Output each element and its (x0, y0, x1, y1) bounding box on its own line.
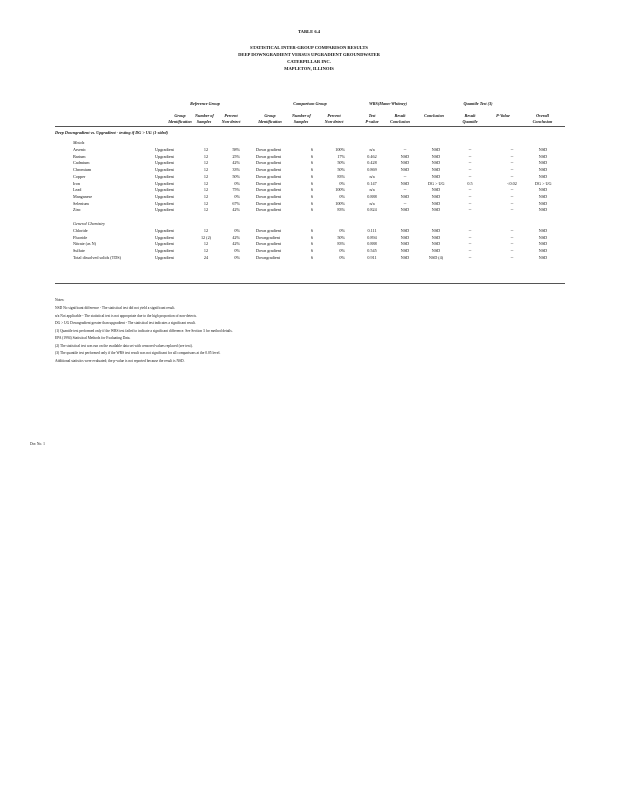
table-cell: -- (468, 153, 472, 159)
table-cell: 33% (232, 167, 240, 173)
table-cell: Upgradient (155, 248, 174, 254)
table-cell: NSD (431, 234, 441, 240)
column-header-wrs-res: Conclusion (390, 119, 410, 124)
table-cell: 6 (310, 173, 314, 179)
table-cell: DG > UG (535, 180, 552, 186)
table-cell: -- (468, 254, 472, 260)
column-header-wrs-conc: Conclusion (424, 113, 444, 118)
table-cell: NSD (538, 254, 548, 260)
table-cell: -- (510, 234, 514, 240)
table-cell: 0.147 (367, 180, 377, 186)
table-cell: Down gradient (256, 153, 282, 159)
note-line: DG > UG Downgradient greater than upgradient - The statistical test indicates a significant result. (55, 321, 196, 325)
note-line: n/a Not applicable - The statistical test is not appropriate due to the high proportion of non-detects. (55, 313, 197, 318)
table-cell: NSD (538, 153, 548, 159)
table-cell: -- (403, 147, 407, 152)
table-cell: 83% (337, 173, 345, 179)
table-cell: -- (468, 160, 472, 166)
table-cell: 0.545 (367, 248, 377, 254)
table-cell: 100% (335, 147, 345, 152)
table-cell: -- (468, 200, 472, 206)
table-cell: NSD (538, 193, 548, 199)
column-header-comp-nd: Non-detect (324, 119, 344, 124)
table-cell: Down gradient (256, 160, 282, 166)
table-cell: 12 (2) (200, 234, 212, 240)
row-parameter: Nitrate (as N) (73, 241, 97, 247)
table-cell: 12 (203, 153, 209, 159)
table-cell: NSD (400, 167, 410, 173)
table-cell: Upgradient (155, 241, 174, 247)
table-cell: NSD (538, 207, 548, 213)
table-bottom-rule (55, 283, 565, 284)
table-cell: 6 (310, 234, 314, 240)
table-cell: -- (510, 173, 514, 179)
table-cell: Down gradient (256, 241, 282, 247)
note-line: (1) Quantile test performed only if the WRS test failed to indicate a significant difference. See Section 3 for method details. (55, 328, 233, 333)
table-cell: 6 (310, 207, 314, 213)
table-cell: Upgradient (155, 147, 174, 152)
table-cell: 0% (234, 254, 240, 260)
column-header-ref-id: Group (174, 113, 186, 118)
row-parameter: Arsenic (73, 147, 87, 152)
table-cell: NSD (431, 248, 441, 254)
table-cell: -- (510, 200, 514, 206)
table-cell: -- (510, 241, 514, 247)
table-cell: 50% (337, 160, 345, 166)
table-cell: n/a (369, 200, 375, 206)
table-cell: -- (468, 234, 472, 240)
table-cell: NSD (538, 248, 548, 254)
table-cell: NSD (431, 153, 441, 159)
table-cell: Upgradient (155, 193, 174, 199)
column-header-ref-nd: Non-detect (221, 119, 241, 124)
table-cell: Down gradient (256, 248, 282, 254)
table-cell: 42% (232, 234, 240, 240)
table-cell: 0.462 (367, 153, 377, 159)
column-header-overall: Overall (536, 113, 549, 118)
table-cell: 12 (203, 193, 209, 199)
title-line-4: MAPLETON, ILLINOIS (284, 66, 334, 71)
table-cell: NSD (431, 207, 441, 213)
table-cell: 0% (234, 248, 240, 254)
note-line: (2) The statistical test was run on the available data set with censored values replaced (see text). (55, 343, 193, 348)
table-cell: Downgradient (256, 254, 280, 260)
table-cell: 100% (335, 187, 345, 193)
column-header-wrs-p: Test (368, 113, 376, 118)
column-header-q-res: Result (464, 113, 476, 118)
table-cell: 50% (337, 234, 345, 240)
page-footer: Doc No. 1 (30, 442, 45, 446)
comp-group-header: Comparison Group (293, 101, 327, 106)
table-cell: 100% (335, 200, 345, 206)
table-cell: 12 (203, 173, 209, 179)
table-cell: 6 (310, 248, 314, 254)
table-cell: 6 (310, 228, 314, 233)
table-cell: Down gradient (256, 180, 282, 186)
table-cell: NSD (538, 228, 548, 233)
table-cell: -- (468, 248, 472, 254)
notes-heading: Notes: (55, 298, 65, 302)
table-cell: Upgradient (155, 173, 174, 179)
table-cell: 6 (310, 180, 314, 186)
column-header-ref-n: Number of (195, 113, 214, 118)
table-cell: NSD (538, 234, 548, 240)
table-cell: -- (403, 200, 407, 206)
table-cell: NSD (431, 228, 441, 233)
table-cell: 12 (203, 248, 209, 254)
table-cell: 0.888 (367, 193, 377, 199)
row-parameter: Total dissolved solids (TDS) (73, 254, 121, 260)
table-cell: 42% (232, 160, 240, 166)
table-cell: -- (468, 207, 472, 213)
table-cell: NSD (400, 180, 410, 186)
table-cell: 12 (203, 180, 209, 186)
table-cell: 83% (337, 207, 345, 213)
table-cell: Down gradient (256, 193, 282, 199)
table-cell: NSD (400, 153, 410, 159)
table-cell: 42% (232, 207, 240, 213)
table-cell: NSD (400, 193, 410, 199)
title-line-3: CATERPILLAR INC. (287, 59, 331, 64)
column-header-wrs-p: P-value (365, 119, 379, 124)
table-cell: NSD (538, 187, 548, 193)
table-cell: 12 (203, 167, 209, 173)
table-cell: 12 (203, 241, 209, 247)
table-cell: Down gradient (256, 207, 282, 213)
table-cell: n/a (369, 187, 375, 193)
table-cell: 0.428 (367, 160, 377, 166)
column-header-comp-id: Group (264, 113, 276, 118)
table-cell: 58% (232, 147, 240, 152)
table-cell: 25% (232, 153, 240, 159)
table-cell: n/a (369, 173, 375, 179)
table-cell: Down gradient (256, 173, 282, 179)
note-line: NSD No significant difference - The statistical test did not yield a significant result. (55, 306, 176, 310)
table-cell: 12 (203, 228, 209, 233)
table-cell: NSD (400, 207, 410, 213)
table-cell: 6 (310, 200, 314, 206)
table-cell: NSD (400, 254, 410, 260)
table-cell: -- (510, 160, 514, 166)
table-cell: -- (403, 187, 407, 193)
header-rule (55, 126, 565, 127)
row-parameter: Chloride (73, 228, 88, 233)
table-cell: Upgradient (155, 200, 174, 206)
table-cell: 6 (310, 147, 314, 152)
table-cell: 0% (339, 193, 345, 199)
table-cell: NSD (400, 160, 410, 166)
title-line-1: STATISTICAL INTER-GROUP COMPARISON RESULTS (250, 45, 368, 50)
section-heading: Metals (73, 140, 85, 145)
note-line: (3) The quantile test performed only if the WRS test result was not significant for all comparisons at the 0.05 level. (55, 351, 221, 355)
table-cell: NSD (431, 167, 441, 173)
table-cell: <0.02 (507, 180, 517, 186)
table-cell: 0.5 (467, 180, 473, 186)
note-line: EPA (1994) Statistical Methods for Evaluating Data. (55, 336, 131, 340)
table-cell: Down gradient (256, 187, 282, 193)
table-cell: NSD (431, 241, 441, 247)
table-cell: 0.888 (367, 241, 377, 247)
table-cell: 50% (232, 173, 240, 179)
table-cell: 12 (203, 207, 209, 213)
table-cell: 0% (339, 228, 345, 233)
table-cell: NSD (431, 147, 441, 152)
table-cell: NSD (400, 228, 410, 233)
table-cell: 12 (203, 187, 209, 193)
row-parameter: Sulfate (73, 248, 85, 254)
table-cell: 0% (339, 180, 345, 186)
table-cell: Upgradient (155, 228, 174, 233)
table-cell: 0.911 (367, 254, 377, 260)
table-cell: Upgradient (155, 254, 174, 260)
table-cell: Upgradient (155, 207, 174, 213)
column-header-comp-id: Identification (258, 119, 282, 124)
table-cell: NSD (538, 160, 548, 166)
table-cell: NSD (431, 187, 441, 193)
row-parameter: Cadmium (73, 160, 90, 166)
table-cell: 6 (310, 241, 314, 247)
row-parameter: Fluoride (73, 234, 88, 240)
table-cell: 0% (234, 180, 240, 186)
table-cell: NSD (538, 167, 548, 173)
row-parameter: Zinc (73, 207, 81, 213)
table-cell: 6 (310, 193, 314, 199)
row-parameter: Barium (73, 153, 86, 159)
table-cell: 0% (234, 228, 240, 233)
title-line-2: DEEP DOWNGRADIENT VERSUS UPGRADIENT GROUNDWATER (238, 52, 380, 57)
table-cell: NSD (538, 241, 548, 247)
column-header-comp-nd: Percent (327, 113, 341, 118)
table-cell: Down gradient (256, 147, 282, 152)
section-heading: General Chemistry (73, 221, 105, 226)
table-cell: Upgradient (155, 160, 174, 166)
table-cell: 12 (203, 147, 209, 152)
note-line: Additional statistics were evaluated; the p-value is not reported because the result is NSD. (55, 358, 185, 363)
table-cell: 6 (310, 160, 314, 166)
table-cell: 0% (339, 248, 345, 254)
table-cell: -- (510, 167, 514, 173)
table-cell: NSD (431, 160, 441, 166)
row-parameter: Lead (73, 187, 82, 193)
table-cell: 0% (339, 254, 345, 260)
table-cell: 83% (337, 241, 345, 247)
table-number: TABLE 6.4 (297, 29, 321, 34)
table-cell: 17% (337, 153, 345, 159)
table-cell: -- (468, 228, 472, 233)
table-cell: NSD (538, 173, 548, 179)
row-parameter: Manganese (73, 193, 93, 199)
table-cell: -- (510, 193, 514, 199)
table-cell: 0.894 (367, 234, 377, 240)
column-header-overall: Conclusion (532, 119, 553, 124)
column-header-ref-n: Samples (196, 119, 212, 124)
table-cell: -- (510, 207, 514, 213)
column-header-ref-id: Identification (168, 119, 192, 124)
table-cell: 0% (234, 193, 240, 199)
table-cell: 6 (310, 153, 314, 159)
table-cell: 0.111 (367, 228, 377, 233)
table-cell: NSD (431, 193, 441, 199)
table-cell: Upgradient (155, 234, 174, 240)
table-cell: 6 (310, 187, 314, 193)
table-cell: Upgradient (155, 153, 174, 159)
table-cell: Downgradient (256, 234, 280, 240)
column-header-wrs-res: Result (394, 113, 406, 118)
table-cell: -- (468, 241, 472, 247)
row-parameter: Copper (73, 173, 86, 179)
table-cell: Upgradient (155, 167, 174, 173)
table-cell: -- (510, 153, 514, 159)
table-cell: -- (510, 248, 514, 254)
column-header-q-res: Quantile (462, 119, 478, 124)
table-cell: NSD (431, 200, 441, 206)
table-cell: NSD (4) (428, 254, 444, 260)
table-cell: NSD (431, 173, 441, 179)
wrs-header: WRS(Mann-Whitney) (369, 101, 407, 106)
quantile-header: Quantile Test (3) (463, 101, 493, 106)
table-cell: NSD (400, 241, 410, 247)
table-cell: NSD (400, 234, 410, 240)
table-cell: -- (510, 147, 514, 152)
column-header-q-p: P-Value (496, 113, 510, 118)
column-header-ref-nd: Percent (224, 113, 238, 118)
table-cell: Upgradient (155, 180, 174, 186)
row-parameter: Chromium (73, 167, 92, 173)
ref-group-header: Reference Group (190, 101, 220, 106)
table-cell: -- (510, 228, 514, 233)
table-cell: 0.869 (367, 167, 377, 173)
table-cell: -- (510, 187, 514, 193)
table-cell: NSD (538, 200, 548, 206)
table-cell: 67% (232, 200, 240, 206)
table-cell: NSD (538, 147, 548, 152)
column-header-comp-n: Samples (293, 119, 309, 124)
table-cell: -- (468, 147, 472, 152)
table-cell: 50% (337, 167, 345, 173)
table-cell: Down gradient (256, 200, 282, 206)
table-cell: -- (468, 187, 472, 193)
column-header-comp-n: Number of (292, 113, 311, 118)
table-cell: Down gradient (256, 228, 282, 233)
table-cell: 6 (310, 167, 314, 173)
table-cell: -- (510, 254, 514, 260)
table-cell: Upgradient (155, 187, 174, 193)
table-cell: 12 (203, 160, 209, 166)
table-cell: n/a (369, 147, 375, 152)
table-cell: NSD (400, 248, 410, 254)
table-cell: 0.824 (367, 207, 377, 213)
table-cell: 12 (203, 200, 209, 206)
comparison-label: Deep Downgradient vs. Upgradient - testing if DG > UG (1-sided) (55, 130, 168, 135)
row-parameter: Selenium (73, 200, 89, 206)
table-cell: DG > UG (428, 180, 445, 186)
table-cell: 75% (232, 187, 240, 193)
table-cell: -- (468, 193, 472, 199)
table-cell: -- (468, 173, 472, 179)
table-cell: 42% (232, 241, 240, 247)
table-cell: Down gradient (256, 167, 282, 173)
row-parameter: Iron (73, 180, 80, 186)
table-cell: -- (468, 167, 472, 173)
table-cell: -- (403, 173, 407, 179)
table-cell: 24 (203, 254, 209, 260)
table-cell: 6 (310, 254, 314, 260)
